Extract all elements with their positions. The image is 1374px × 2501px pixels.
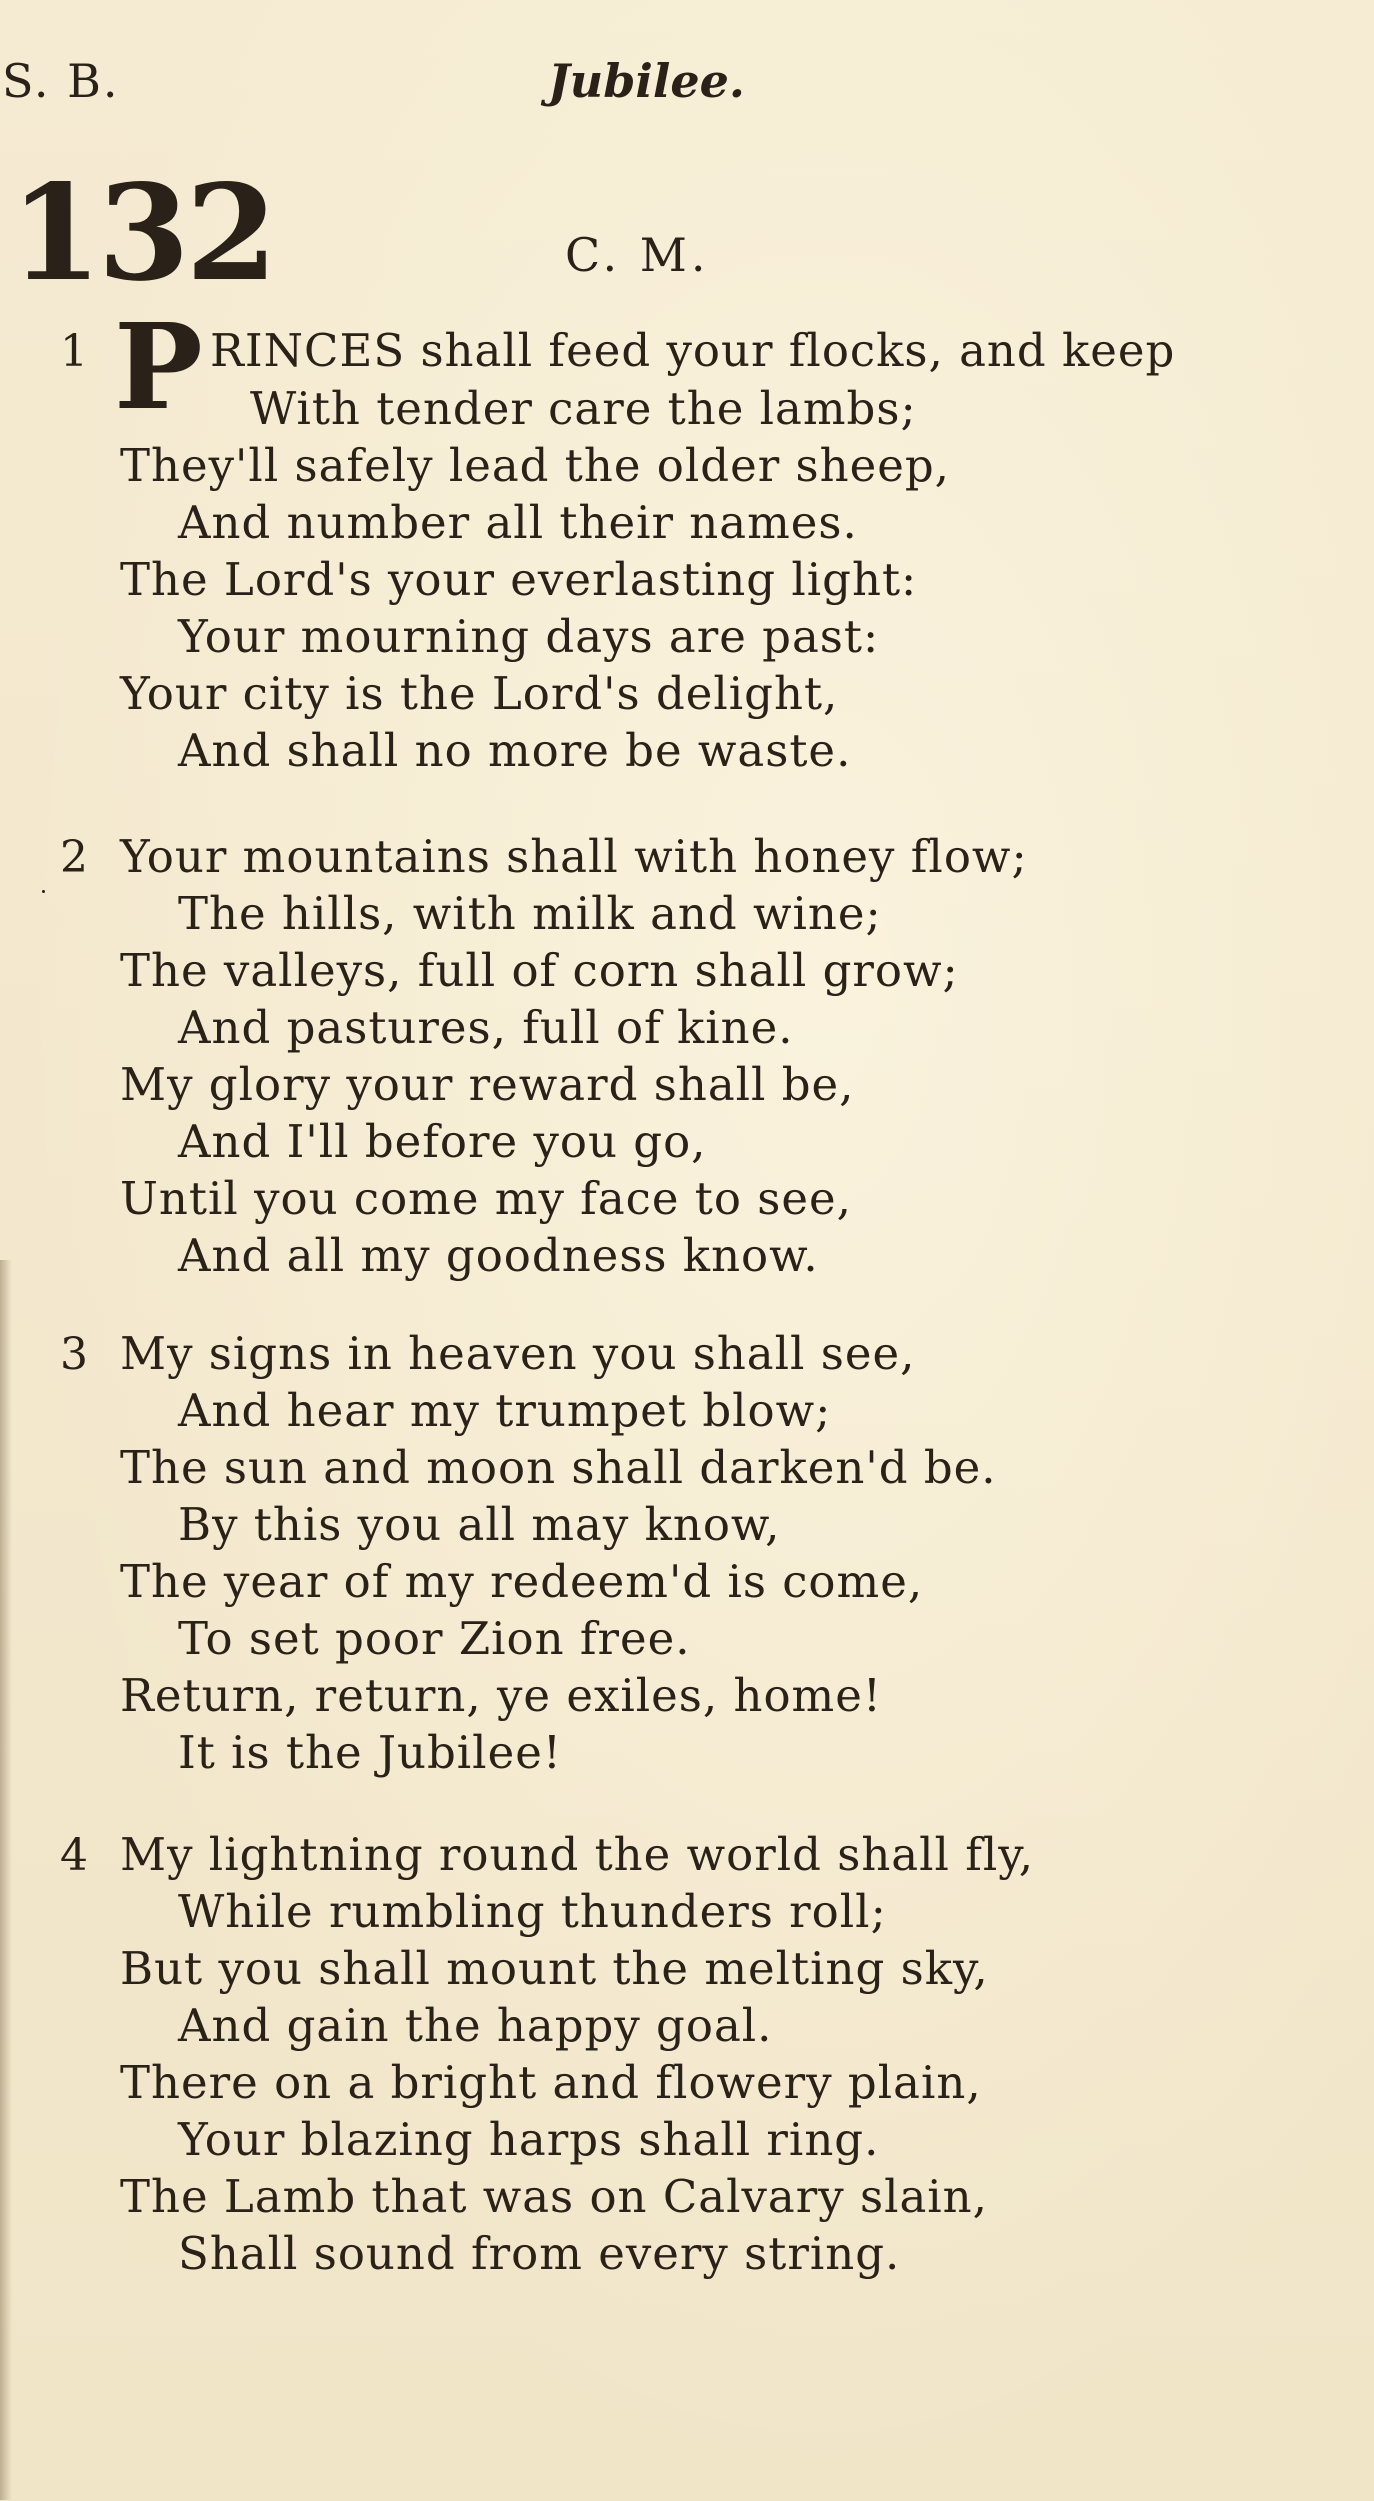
verse-line: And number all their names. <box>178 496 858 549</box>
verse-line: My lightning round the world shall fly, <box>120 1828 1035 1881</box>
verse-line: The valleys, full of corn shall grow; <box>120 944 959 997</box>
verse-line: My glory your reward shall be, <box>120 1058 855 1111</box>
verse-line: With tender care the lambs; <box>250 382 917 435</box>
drop-cap: P <box>114 297 203 436</box>
verse-line: Your city is the Lord's delight, <box>120 667 839 720</box>
verse-line: The Lord's your everlasting light: <box>120 553 918 606</box>
verse-line: There on a bright and flowery plain, <box>120 2056 982 2109</box>
verse-line: The sun and moon shall darken'd be. <box>120 1441 997 1494</box>
stanza-number: 1 <box>60 326 88 377</box>
hymn-meter: C. M. <box>565 228 710 282</box>
verse-line: Your blazing harps shall ring. <box>178 2113 880 2166</box>
stanza-number: 2 <box>60 832 88 883</box>
hymn-number: 132 <box>10 156 274 311</box>
stanza-number: 3 <box>60 1329 88 1380</box>
verse-line: And shall no more be waste. <box>178 724 852 777</box>
stanza-number: 4 <box>60 1830 88 1881</box>
verse-line: And all my goodness know. <box>178 1229 819 1282</box>
verse-line: Shall sound from every string. <box>178 2227 901 2280</box>
verse-line: And pastures, full of kine. <box>178 1001 794 1054</box>
verse-line: The year of my redeem'd is come, <box>120 1555 924 1608</box>
verse-line: They'll safely lead the older sheep, <box>120 439 950 492</box>
verse-line: My signs in heaven you shall see, <box>120 1327 916 1380</box>
verse-line: And I'll before you go, <box>178 1115 707 1168</box>
verse-line: Until you come my face to see, <box>120 1172 852 1225</box>
verse-line: Your mountains shall with honey flow; <box>120 830 1028 883</box>
print-speck <box>42 890 45 893</box>
verse-line: While rumbling thunders roll; <box>178 1885 887 1938</box>
verse-line: Your mourning days are past: <box>178 610 880 663</box>
header-left-mark: S. B. <box>2 54 120 108</box>
page-title: Jubilee. <box>548 54 745 108</box>
verse-line: It is the Jubilee! <box>178 1726 562 1779</box>
verse-line: The hills, with milk and wine; <box>178 887 882 940</box>
verse-line: RINCES shall feed your flocks, and keep <box>210 324 1176 377</box>
page-edge-shadow <box>0 1260 12 2500</box>
verse-line: Return, return, ye exiles, home! <box>120 1669 882 1722</box>
verse-line: To set poor Zion free. <box>178 1612 691 1665</box>
verse-line: The Lamb that was on Calvary slain, <box>120 2170 988 2223</box>
verse-line: By this you all may know, <box>178 1498 781 1551</box>
verse-line: And hear my trumpet blow; <box>178 1384 832 1437</box>
verse-line: But you shall mount the melting sky, <box>120 1942 989 1995</box>
verse-line: And gain the happy goal. <box>178 1999 773 2052</box>
